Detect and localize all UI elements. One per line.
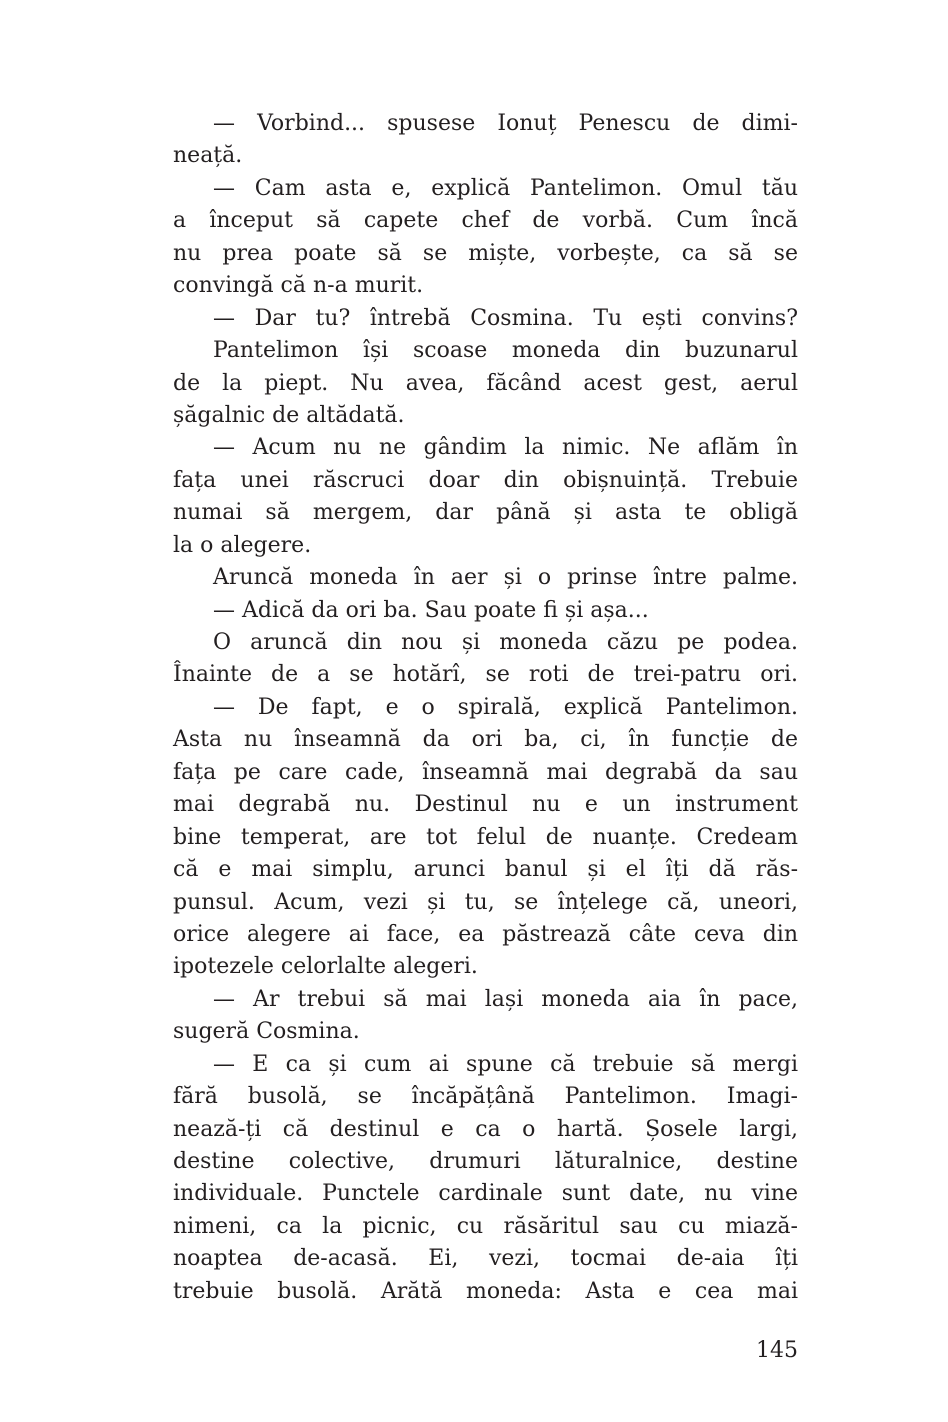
text-line: — Acum nu ne gândim la nimic. Ne aflăm în [213,435,798,461]
text-line: Înainte de a se hotărî, se roti de trei-patru ori. [173,662,798,688]
text-line: — Adică da ori ba. Sau poate fi și așa... [213,597,649,623]
text-line: șăgalnic de altădată. [173,402,405,428]
text-line: — Cam asta e, explică Pantelimon. Omul tău [213,175,798,201]
text-line: mai degrabă nu. Destinul nu e un instrument [173,792,798,818]
text-line: că e mai simplu, arunci banul și el îți dă răs- [173,857,798,883]
text-line: nează-ți că destinul e ca o hartă. Șosele largi, [173,1116,798,1142]
text-line: noaptea de-acasă. Ei, vezi, tocmai de-aia îți [173,1246,798,1272]
text-line: bine temperat, are tot felul de nuanțe. Credeam [173,824,798,850]
text-line: Asta nu înseamnă da ori ba, ci, în funcție de [173,727,798,753]
text-line: individuale. Punctele cardinale sunt date, nu vine [173,1181,798,1207]
text-line: nu prea poate să se miște, vorbește, ca să se [173,240,798,266]
text-line: destine colective, drumuri lăturalnice, destine [173,1149,798,1174]
text-line: — Vorbind... spusese Ionuț Penescu de dimi- [213,111,798,136]
text-line: fața unei răscruci doar din obișnuință. Trebuie [173,467,798,493]
text-line: ipotezele celorlalte alegeri. [173,954,478,980]
text-line: numai să mergem, dar până și asta te obligă [173,500,798,526]
text-line: Pantelimon își scoase moneda din buzunarul [213,338,798,364]
text-line: punsul. Acum, vezi și tu, se înțelege că, uneori, [173,889,798,915]
text-line: orice alegere ai face, ea păstrează câte ceva din [173,921,798,947]
text-line: Aruncă moneda în aer și o prinse între palme. [213,565,798,591]
text-line: — Ar trebui să mai lași moneda aia în pace, [213,986,798,1012]
text-line: O aruncă din nou și moneda căzu pe podea. [213,630,798,655]
text-line: sugeră Cosmina. [173,1019,360,1045]
text-line: convingă că n-a murit. [173,273,424,299]
text-line: fără busolă, se încăpățână Pantelimon. Imagi- [173,1084,798,1110]
page-number: 145 [756,1338,798,1363]
text-line: — De fapt, e o spirală, explică Pantelimon. [213,694,798,720]
text-line: de la piept. Nu avea, făcând acest gest, aerul [173,370,798,396]
text-line: a început să capete chef de vorbă. Cum încă [173,208,798,234]
body-text [173,108,798,1308]
text-line: neață. [173,143,243,169]
text-line: — E ca și cum ai spune că trebuie să mergi [213,1051,798,1077]
text-line: nimeni, ca la picnic, cu răsăritul sau cu miază- [173,1213,798,1239]
text-line: fața pe care cade, înseamnă mai degrabă da sau [173,759,798,785]
text-line: trebuie busolă. Arătă moneda: Asta e cea mai [173,1278,798,1304]
text-line: la o alegere. [173,532,312,558]
text-line: — Dar tu? întrebă Cosmina. Tu ești convins? [213,305,798,331]
